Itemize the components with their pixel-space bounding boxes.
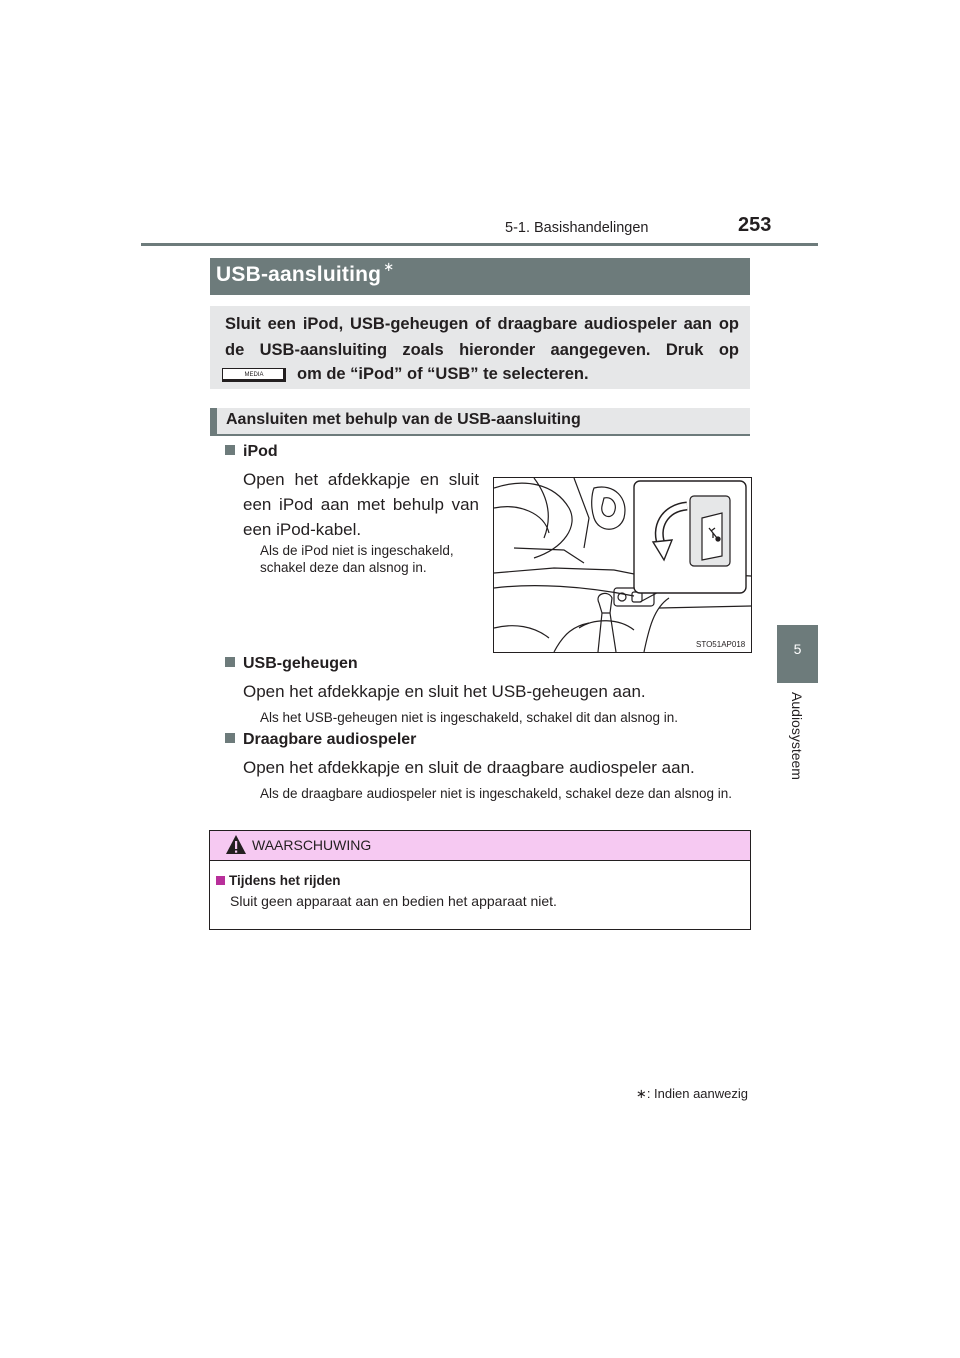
page-number: 253	[738, 214, 772, 236]
bullet-square-icon	[225, 445, 235, 455]
subheader-title: Aansluiten met behulp van de USB-aansluiting	[226, 411, 581, 428]
item-note-portable: Als de draagbare audiospeler niet is ingeschakeld, schakel deze dan alsnog in.	[260, 786, 733, 801]
footnote-marker: ∗	[635, 1086, 647, 1101]
warning-text: Sluit geen apparaat aan en bedien het apparaat niet.	[230, 893, 557, 909]
item-heading-text: Draagbare audiospeler	[243, 731, 417, 748]
item-note-ipod: Als de iPod niet is ingeschakeld, schakel deze dan alsnog in.	[260, 543, 454, 575]
item-body-usb: Open het afdekkapje en sluit het USB-geheugen aan.	[243, 682, 646, 701]
dashboard-drawing	[494, 478, 751, 652]
intro-line-1: Sluit een iPod, USB-geheugen of draagbare audiospeler aan op	[225, 315, 739, 333]
item-heading-ipod	[225, 443, 278, 461]
warning-subheading	[216, 873, 341, 888]
bullet-square-icon	[225, 733, 235, 743]
media-button-icon: MEDIA	[222, 368, 286, 382]
warning-triangle-icon	[225, 834, 247, 861]
item-heading-text: USB-geheugen	[243, 655, 358, 672]
chapter-number: 5	[793, 641, 802, 657]
intro-line-3: om de “iPod” of “USB” te selecteren.	[297, 365, 589, 383]
header-rule	[141, 243, 818, 246]
subheader-accent	[210, 408, 217, 436]
intro-line-2: de USB-aansluiting zoals hieronder aangegeven. Druk op	[225, 341, 739, 359]
item-note-usb: Als het USB-geheugen niet is ingeschakeld, schakel dit dan alsnog in.	[260, 710, 679, 725]
warning-title: WAARSCHUWING	[252, 837, 372, 853]
footnote	[620, 1086, 748, 1102]
item-body-portable: Open het afdekkapje en sluit de draagbare audiospeler aan.	[243, 758, 695, 777]
warning-subheading-text: Tijdens het rijden	[229, 873, 341, 888]
section-label: 5-1. Basishandelingen	[505, 220, 649, 236]
bullet-square-icon	[225, 657, 235, 667]
item-heading-usb	[225, 655, 358, 673]
item-body-ipod: Open het afdekkapje en sluit een iPod aan met behulp van een iPod-kabel.	[243, 470, 479, 539]
item-heading-portable	[225, 731, 416, 749]
illustration-code: STO51AP018	[696, 640, 746, 649]
usb-port-illustration	[493, 477, 752, 653]
chapter-title: Audiosysteem	[789, 692, 805, 780]
page-title	[216, 259, 395, 287]
page-title-text: USB-aansluiting	[216, 263, 382, 286]
bullet-square-icon	[216, 876, 225, 885]
footnote-text: : Indien aanwezig	[646, 1086, 748, 1101]
optional-marker: ∗	[383, 259, 395, 274]
item-heading-text: iPod	[243, 443, 278, 460]
